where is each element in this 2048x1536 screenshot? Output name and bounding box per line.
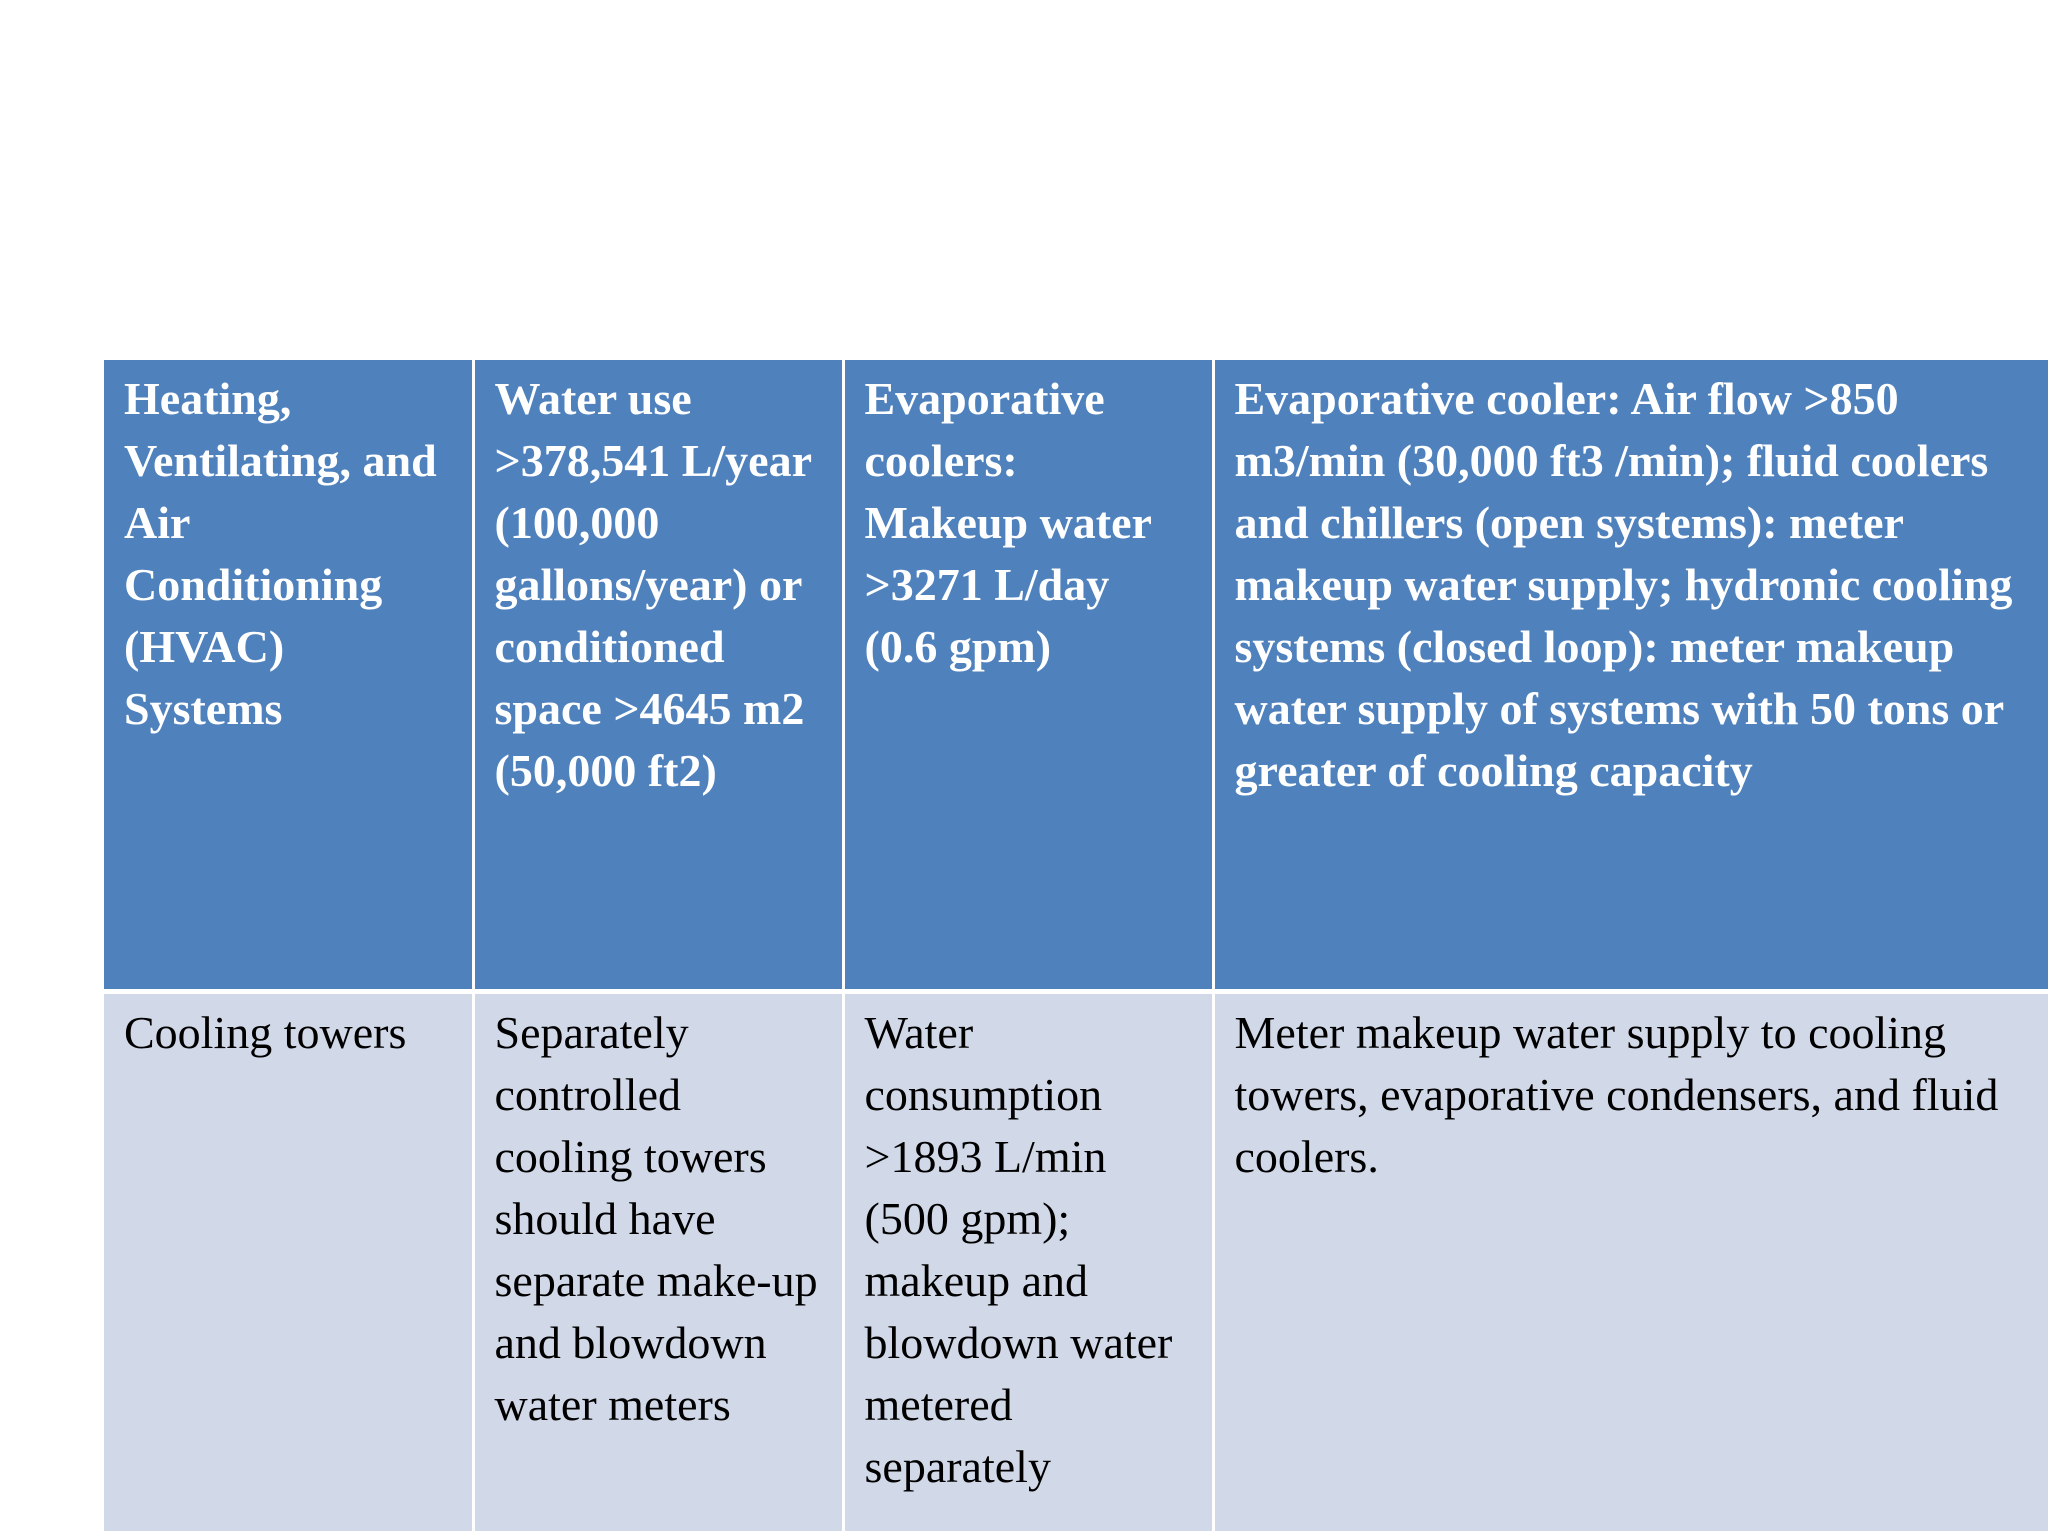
header-cell-category: Heating, Ventilating, and Air Conditioning (HVAC) Systems	[104, 360, 473, 991]
water-metering-table-container	[104, 360, 2048, 1536]
header-cell-evaporative-coolers: Evaporative coolers: Makeup water >3271 L/day (0.6 gpm)	[843, 360, 1213, 991]
row-cell-category: Cooling towers	[104, 991, 473, 1531]
row-cell-consumption: Water consumption >1893 L/min (500 gpm); makeup and blowdown water metered separately	[843, 991, 1213, 1531]
table-row	[104, 991, 2048, 1531]
row-cell-threshold: Separately controlled cooling towers should have separate make-up and blowdown water meters	[473, 991, 843, 1531]
header-cell-threshold: Water use >378,541 L/year (100,000 gallons/year) or conditioned space >4645 m2 (50,000 ft2)	[473, 360, 843, 991]
row-cell-metering-requirements: Meter makeup water supply to cooling towers, evaporative condensers, and fluid coolers.	[1213, 991, 2048, 1531]
water-metering-table	[104, 360, 2048, 1531]
header-cell-metering-requirements: Evaporative cooler: Air flow >850 m3/min (30,000 ft3 /min); fluid coolers and chillers (open systems): meter makeup water supply; hydronic cooling systems (closed loop): meter makeup water supply of systems with 50 tons or greater of cooling capacity	[1213, 360, 2048, 991]
table-header-row	[104, 360, 2048, 991]
